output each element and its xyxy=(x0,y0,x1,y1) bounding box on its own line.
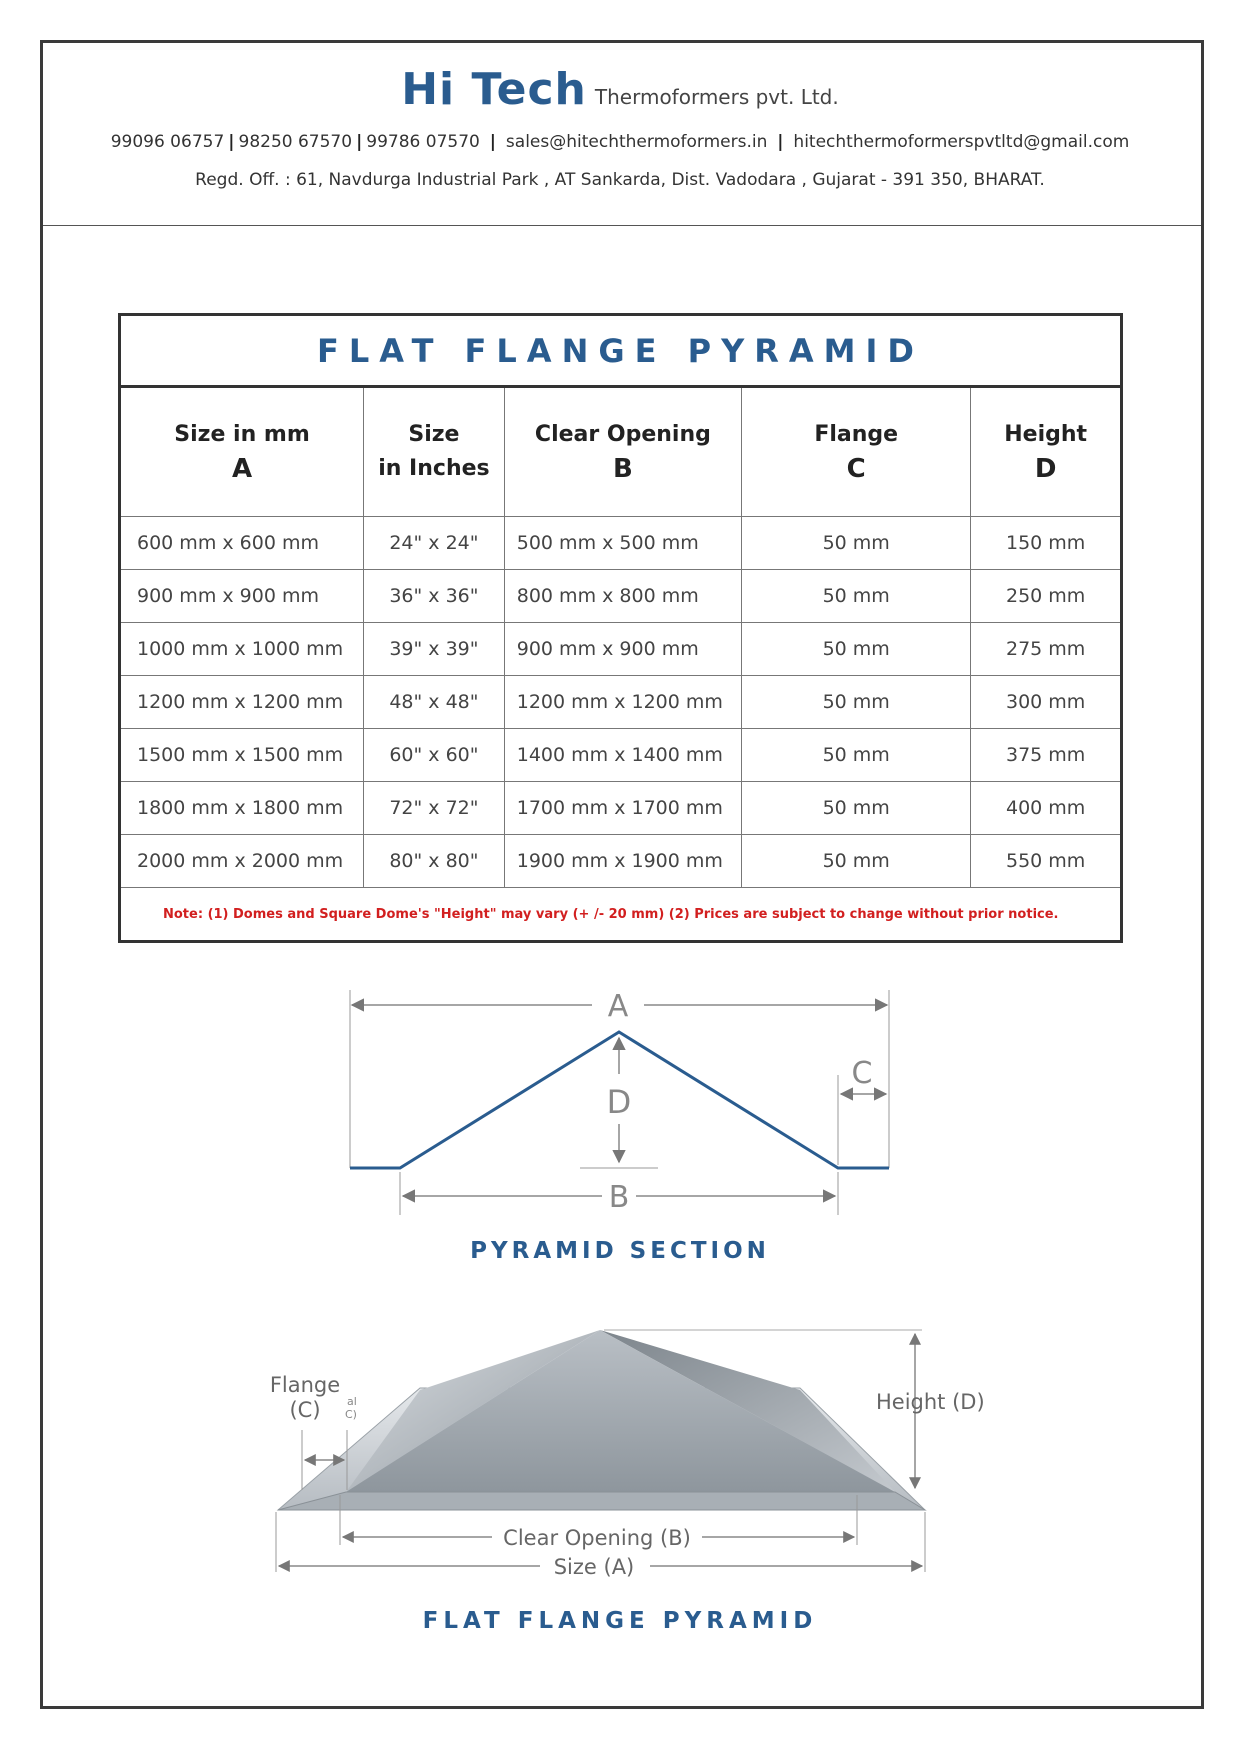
partial-label-line1: al xyxy=(347,1395,357,1408)
cell-size-in: 72" x 72" xyxy=(364,782,505,835)
cell-size-in: 80" x 80" xyxy=(364,835,505,888)
contact-line: 99096 06757 | 98250 67570 | 99786 07570 | sales@hitechthermoformers.in | hitechthermoformerspvtltd@gmail.com xyxy=(110,132,1130,152)
label-a: A xyxy=(607,989,629,1024)
cell-height: 250 mm xyxy=(971,570,1122,623)
cell-height: 375 mm xyxy=(971,729,1122,782)
cell-flange: 50 mm xyxy=(742,570,971,623)
company-suffix: Thermoformers pvt. Ltd. xyxy=(594,85,839,109)
cell-size-in: 24" x 24" xyxy=(364,517,505,570)
cell-size-in: 39" x 39" xyxy=(364,623,505,676)
email-sales[interactable]: sales@hitechthermoformers.in xyxy=(505,132,768,152)
phone-2: 98250 67570 xyxy=(238,132,353,152)
cell-size-mm: 1000 mm x 1000 mm xyxy=(120,623,364,676)
table-note: Note: (1) Domes and Square Dome's "Height" may vary (+ /- 20 mm) (2) Prices are subject to change without prior notice. xyxy=(120,888,1122,942)
company-name: Hi Tech xyxy=(401,64,587,115)
cell-size-mm: 900 mm x 900 mm xyxy=(120,570,364,623)
flange-front xyxy=(278,1492,925,1510)
cell-size-mm: 1800 mm x 1800 mm xyxy=(120,782,364,835)
cell-flange: 50 mm xyxy=(742,676,971,729)
phone-1: 99096 06757 xyxy=(110,132,225,152)
cell-height: 275 mm xyxy=(971,623,1122,676)
cell-size-mm: 1200 mm x 1200 mm xyxy=(120,676,364,729)
cell-clear-opening: 1700 mm x 1700 mm xyxy=(504,782,741,835)
partial-label-line2: C) xyxy=(345,1408,357,1421)
company-address: Regd. Off. : 61, Navdurga Industrial Park , AT Sankarda, Dist. Vadodara , Gujarat - 391 350, BHARAT. xyxy=(195,170,1045,190)
label-b: B xyxy=(608,1180,630,1215)
cell-height: 550 mm xyxy=(971,835,1122,888)
flat-flange-pyramid-caption: FLAT FLANGE PYRAMID xyxy=(422,1608,818,1634)
cell-size-mm: 600 mm x 600 mm xyxy=(120,517,364,570)
table-title: FLAT FLANGE PYRAMID xyxy=(120,315,1122,387)
size-label: Size (A) xyxy=(553,1555,635,1579)
cell-size-mm: 2000 mm x 2000 mm xyxy=(120,835,364,888)
flange-label-line1: Flange xyxy=(269,1373,341,1397)
cell-clear-opening: 500 mm x 500 mm xyxy=(504,517,741,570)
email-gmail[interactable]: hitechthermoformerspvtltd@gmail.com xyxy=(793,132,1130,152)
cell-clear-opening: 1900 mm x 1900 mm xyxy=(504,835,741,888)
cell-flange: 50 mm xyxy=(742,782,971,835)
header-clear-opening: Clear Opening B xyxy=(504,387,741,517)
cell-height: 150 mm xyxy=(971,517,1122,570)
cell-clear-opening: 900 mm x 900 mm xyxy=(504,623,741,676)
phone-3: 99786 07570 xyxy=(366,132,480,152)
cell-size-in: 60" x 60" xyxy=(364,729,505,782)
label-d: D xyxy=(606,1083,632,1121)
cell-flange: 50 mm xyxy=(742,835,971,888)
cell-height: 400 mm xyxy=(971,782,1122,835)
header-height: Height D xyxy=(971,387,1122,517)
height-label: Height (D) xyxy=(876,1390,985,1414)
pyramid-section-caption: PYRAMID SECTION xyxy=(470,1238,770,1264)
header-size-inches: Size in Inches xyxy=(364,387,505,517)
cell-clear-opening: 800 mm x 800 mm xyxy=(504,570,741,623)
flange-label-line2: (C) xyxy=(289,1398,321,1422)
label-c: C xyxy=(851,1056,873,1091)
cell-flange: 50 mm xyxy=(742,729,971,782)
cell-clear-opening: 1400 mm x 1400 mm xyxy=(504,729,741,782)
header-size-mm: Size in mm A xyxy=(120,387,364,517)
cell-height: 300 mm xyxy=(971,676,1122,729)
cell-clear-opening: 1200 mm x 1200 mm xyxy=(504,676,741,729)
cell-size-in: 36" x 36" xyxy=(364,570,505,623)
cell-size-mm: 1500 mm x 1500 mm xyxy=(120,729,364,782)
cell-flange: 50 mm xyxy=(742,517,971,570)
cell-size-in: 48" x 48" xyxy=(364,676,505,729)
header-flange: Flange C xyxy=(742,387,971,517)
cell-flange: 50 mm xyxy=(742,623,971,676)
clear-opening-label: Clear Opening (B) xyxy=(503,1526,691,1550)
